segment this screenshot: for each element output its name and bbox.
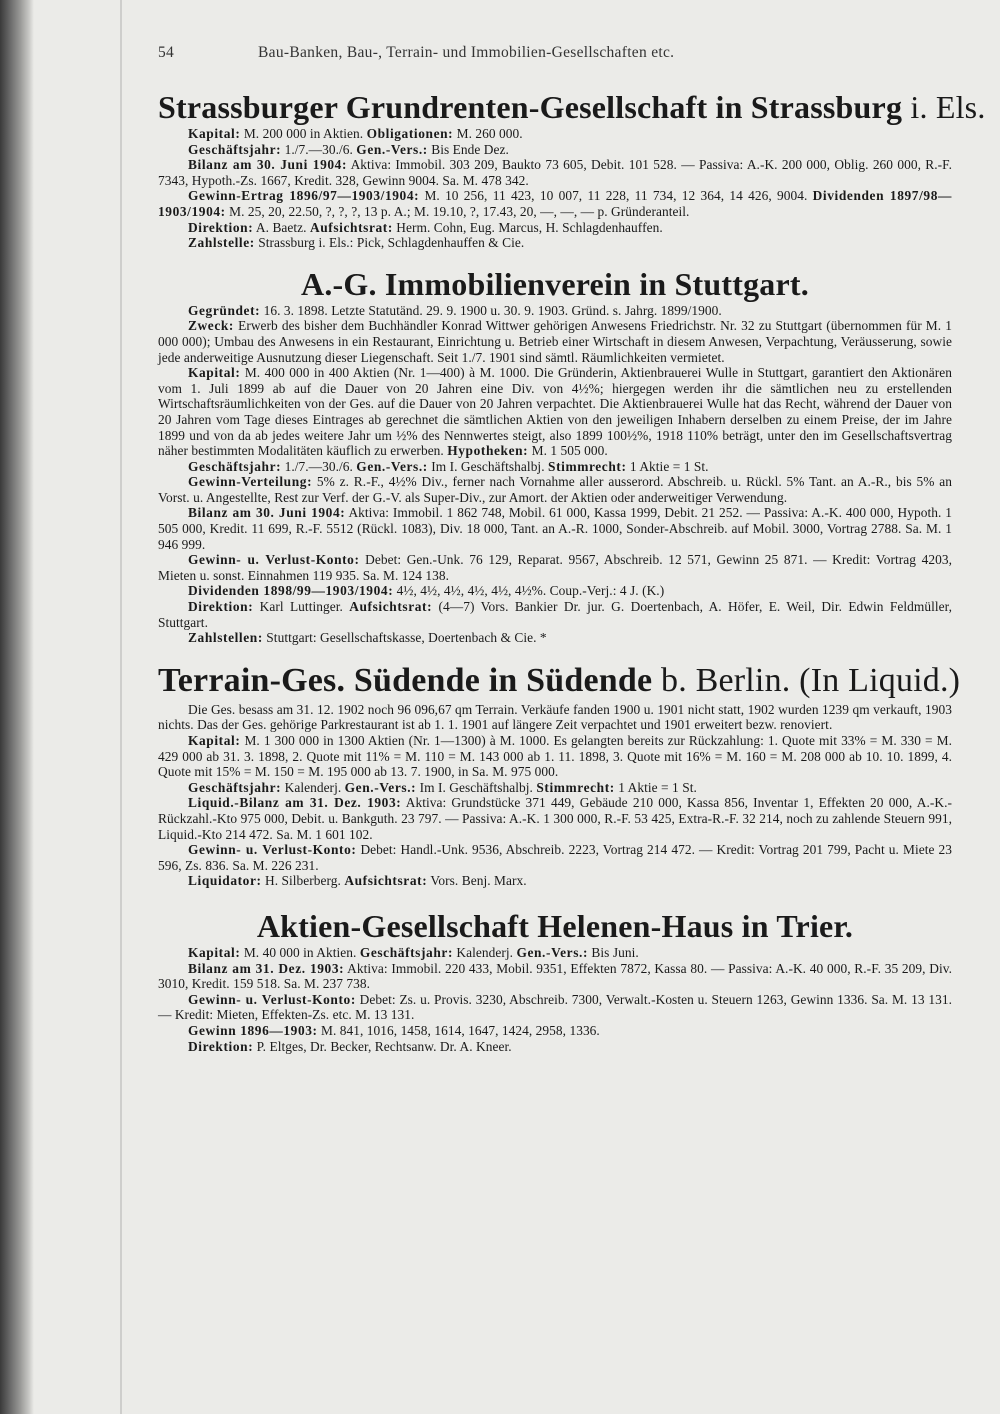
field-value: Aktiva: Immobil. 220 433, Mobil. 9351, Effekten 7872, Kassa 80. — Passiva: A.-K. 40 000, R.-F. 35 209, Div. 3010, Kredit. 159 518. Sa. M. 237 738.	[158, 960, 953, 992]
field-label: Geschäftsjahr:	[188, 458, 282, 474]
company-title-main: Aktien-Gesellschaft Helenen-Haus in Trier.	[256, 907, 854, 944]
entry-paragraph	[158, 1039, 952, 1055]
field-value: 16. 3. 1898. Letzte Statutänd. 29. 9. 1900 u. 30. 9. 1903. Gründ. s. Jahrg. 1899/1900.	[260, 302, 722, 318]
field-label: Aufsichtsrat:	[349, 599, 433, 615]
field-value: M. 200 000 in Aktien.	[240, 126, 367, 141]
field-label: Obligationen:	[366, 126, 454, 141]
company-title-main: A.-G. Immobilienverein in Stuttgart.	[301, 265, 809, 302]
field-label: Gewinn- u. Verlust-Konto:	[188, 842, 357, 858]
field-value: Aktiva: Immobil. 303 209, Baukto 73 605, Debit. 101 528. — Passiva: A.-K. 200 000, Oblig. 260 000, R.-F. 7343, Hypoth.-Zs. 1667, Kredit. 328, Gewinn 9004. Sa. M. 478 342.	[158, 157, 953, 188]
field-value: M. 260 000.	[453, 126, 523, 141]
field-label: Gen.-Vers.:	[356, 141, 428, 157]
entry-paragraph	[158, 583, 952, 599]
company-title	[158, 265, 952, 303]
entry-paragraph	[158, 599, 952, 630]
company-entry	[158, 660, 961, 889]
field-label: Geschäftsjahr:	[188, 779, 282, 795]
field-value: Debet: Handl.-Unk. 9536, Abschreib. 2223, Vortrag 214 472. — Kredit: Vortrag 201 799, Pacht u. Miete 23 596, Zs. 836. Sa. M. 226 231.	[158, 842, 952, 873]
field-value: 5% z. R.-F., 4½% Div., ferner nach Vornahme aller ausserord. Abschreib. u. Rückl. 5% Tant. an A.-R., bis 5% an Vorst. u. Angestellte, Rest zur Verf. der G.-V. als Super-Div., zur Amort. der Aktien oder anderweitiger Verwendung.	[158, 474, 952, 505]
entry-paragraph	[158, 459, 952, 475]
binding-edge-shadow	[0, 0, 34, 1414]
field-value: 4½, 4½, 4½, 4½, 4½, 4½%. Coup.-Verj.: 4 J. (K.)	[393, 583, 665, 599]
field-value: 1./7.—30./6.	[281, 458, 357, 474]
field-label: Kapital:	[188, 126, 241, 141]
entry-paragraph	[158, 142, 952, 158]
field-label: Kapital:	[188, 733, 241, 748]
field-value: Aktiva: Grundstücke 371 449, Gebäude 210 000, Kassa 856, Inventar 1, Effekten 20 000, A.-K.-Rückzahl.-Kto 975 000, Debit. u. Bankguth. 23 797. — Passiva: A.-K. 1 300 000, R.-F. 53 425, Extra-R.-F. 32 214, noch zu zahlende Steuern 991, Liquid.-Kto 214 472. Sa. M. 1 601 102.	[158, 795, 952, 842]
page-number: 54	[158, 44, 175, 61]
field-label: Zweck:	[188, 318, 234, 334]
entry-paragraph	[158, 552, 952, 583]
document-page	[158, 44, 986, 1054]
entry-paragraph	[158, 303, 952, 319]
field-label: Stimmrecht:	[548, 458, 627, 474]
field-label: Bilanz am 30. Juni 1904:	[188, 505, 346, 521]
field-value: Herm. Cohn, Eug. Marcus, H. Schlagdenhauffen.	[392, 219, 663, 235]
entry-paragraph	[158, 474, 952, 505]
field-value: Strassburg i. Els.: Pick, Schlagdenhauffen & Cie.	[254, 235, 525, 251]
field-value: 1./7.—30./6.	[281, 141, 357, 157]
field-value: Bis Juni.	[588, 944, 639, 960]
field-value: Die Ges. besass am 31. 12. 1902 noch 96 096,67 qm Terrain. Verkäufe fanden 1900 u. 1901 nicht statt, 1902 wurden 1239 qm verkauft, 1903 nichts. Das der Ges. gehörige Parkrestaurant ist ab 1. 1. 1901 auf längere Zeit verpachtet und 1901 erweitert bezw. renoviert.	[158, 701, 952, 733]
field-label: Liquidator:	[188, 873, 262, 889]
field-label: Gegründet:	[188, 302, 261, 318]
field-value: Debet: Zs. u. Provis. 3230, Abschreib. 7300, Verwalt.-Kosten u. Steuern 1263, Gewinn 1336. Sa. M. 13 131. — Kredit: Mieten, Effekten-Zs. etc. M. 13 131.	[158, 991, 952, 1023]
field-label: Gen.-Vers.:	[516, 944, 589, 960]
field-label: Direktion:	[188, 219, 254, 235]
entry-paragraph	[158, 318, 952, 365]
running-head-title: Bau-Banken, Bau-, Terrain- und Immobilien-Gesellschaften etc.	[258, 44, 675, 61]
field-value: 1 Aktie = 1 St.	[626, 458, 709, 474]
entry-paragraph	[158, 780, 952, 796]
field-value: M. 841, 1016, 1458, 1614, 1647, 1424, 2958, 1336.	[317, 1022, 600, 1038]
company-title-suffix: b. Berlin. (In Liquid.)	[652, 661, 961, 699]
company-title	[158, 660, 961, 702]
entry-paragraph	[158, 842, 952, 873]
entry-paragraph	[158, 873, 952, 889]
field-value: Stuttgart: Gesellschaftskasse, Doertenbach & Cie. *	[262, 630, 547, 646]
company-title	[158, 907, 952, 945]
field-value: M. 1 300 000 in 1300 Aktien (Nr. 1—1300) à M. 1000. Es gelangten bereits zur Rückzahlung: 1. Quote mit 33% = M. 330 = M. 429 000 ab 31. 3. 1898, 2. Quote mit 11% = M. 110 = M. 143 000 ab 1. 11. 1898, 3. Quote mit 16% = M. 160 = M. 208 000 ab 10. 10. 1899, 4. Quote mit 15% = M. 150 = M. 195 000 ab 13. 7. 1900, in Sa. M. 975 000.	[158, 733, 952, 780]
field-label: Zahlstelle:	[188, 235, 255, 251]
field-label: Bilanz am 30. Juni 1904:	[188, 157, 348, 173]
entry-paragraph	[158, 992, 952, 1023]
company-entry	[158, 907, 952, 1054]
field-value: 1 Aktie = 1 St.	[614, 779, 697, 795]
field-value: (4—7) Vors. Bankier Dr. jur. G. Doertenbach, A. Höfer, E. Weil, Dir. Edwin Feldmüller, Stuttgart.	[158, 599, 952, 630]
field-value: H. Silberberg.	[261, 873, 345, 889]
sections-container	[158, 88, 986, 1054]
field-label: Gewinn- u. Verlust-Konto:	[188, 991, 356, 1007]
field-label: Kapital:	[188, 944, 241, 960]
entry-paragraph	[158, 505, 952, 552]
field-value: Erwerb des bisher dem Buchhändler Konrad Wittwer gehörigen Anwesens Friedrichstr. Nr. 32 zu Stuttgart (übernommen für M. 1 000 000); Umbau des Anwesens in ein Restaurant, Einrichtung u. Betrieb einer Wirtschaft in diesem Anwesen, Verpachtung, Veräusserung, sowie jede anderweitige Ausnutzung dieser Liegenschaft. Seit 1./7. 1901 sind sämtl. Räumlichkeiten vermietet.	[158, 318, 952, 365]
section-gap	[158, 646, 952, 660]
field-label: Kapital:	[188, 365, 241, 381]
field-label: Zahlstellen:	[188, 630, 263, 646]
field-label: Aufsichtsrat:	[344, 873, 428, 889]
entry-paragraph	[158, 365, 952, 459]
field-label: Dividenden 1897/98—1903/1904:	[158, 188, 953, 219]
field-value: M. 40 000 in Aktien.	[240, 944, 360, 960]
page-fold-line	[120, 0, 122, 1414]
entry-paragraph	[158, 702, 952, 733]
field-label: Gewinn- u. Verlust-Konto:	[188, 552, 360, 568]
field-value: Bis Ende Dez.	[427, 141, 509, 157]
field-value: A. Baetz.	[253, 219, 310, 235]
entry-paragraph	[158, 961, 952, 992]
field-label: Gen.-Vers.:	[344, 779, 417, 795]
field-value: M. 10 256, 11 423, 10 007, 11 228, 11 734, 12 364, 14 426, 9004.	[419, 188, 813, 204]
field-label: Gewinn-Verteilung:	[188, 474, 313, 490]
entry-paragraph	[158, 157, 952, 188]
field-label: Gewinn 1896—1903:	[188, 1022, 318, 1038]
entry-paragraph	[158, 630, 952, 646]
field-label: Stimmrecht:	[536, 779, 615, 795]
field-label: Hypotheken:	[447, 443, 529, 459]
field-value: M. 400 000 in 400 Aktien (Nr. 1—400) à M. 1000. Die Gründerin, Aktienbrauerei Wulle in Stuttgart, garantiert den Aktionären vom 1. Juli 1899 ab auf die Dauer von 20 Jahren eine Div. von 4½%; hiergegen werden ihr die sämtlichen neu zu erstellenden Wirtschaftsräumlichkeiten von der Ges. auf die Dauer von 20 Jahren verpachtet. Die Aktienbrauerei Wulle hat das Recht, während der Dauer von 20 Jahren vom Tage dieses Eintrages ab gerechnet die sämtlichen Aktien von den jeweiligen Inhabern derselben zu einem Preise, der im Jahre 1899 und von da ab jedes weitere Jahr um ½% des Nennwertes steigt, also 1899 100½%, 1918 110% beträgt, unter den im Gesellschaftsvertrag näher bestimmten Modalitäten käuflich zu erwerben.	[158, 365, 952, 459]
field-label: Liquid.-Bilanz am 31. Dez. 1903:	[188, 795, 402, 811]
company-title	[158, 88, 986, 126]
field-label: Direktion:	[188, 1038, 254, 1054]
field-label: Gewinn-Ertrag 1896/97—1903/1904:	[188, 188, 420, 204]
field-value: M. 25, 20, 22.50, ?, ?, ?, 13 p. A.; M. 19.10, ?, 17.43, 20, —, —, — p. Gründeranteil.	[225, 203, 690, 219]
field-value: Kalenderj.	[453, 944, 517, 960]
company-entry	[158, 88, 986, 251]
section-gap	[158, 251, 952, 265]
field-label: Geschäftsjahr:	[359, 944, 454, 960]
field-label: Bilanz am 31. Dez. 1903:	[188, 960, 345, 976]
field-value: Im I. Geschäftshalbj.	[427, 458, 549, 474]
entry-paragraph	[158, 235, 952, 251]
field-value: Vors. Benj. Marx.	[427, 873, 527, 889]
entry-paragraph	[158, 733, 952, 780]
field-value: Karl Luttinger.	[253, 599, 350, 615]
entry-paragraph	[158, 220, 952, 236]
field-value: Debet: Gen.-Unk. 76 129, Reparat. 9567, Abschreib. 12 571, Gewinn 25 871. — Kredit: Vortrag 4203, Mieten u. sonst. Einnahmen 119 935. Sa. M. 124 138.	[158, 552, 952, 583]
section-gap	[158, 889, 952, 907]
company-title-suffix: i. Els.	[902, 89, 986, 125]
entry-paragraph	[158, 188, 952, 219]
field-value: Im I. Geschäftshalbj.	[416, 779, 537, 795]
field-label: Gen.-Vers.:	[356, 458, 428, 474]
field-label: Dividenden 1898/99—1903/1904:	[188, 583, 394, 599]
field-label: Aufsichtsrat:	[309, 219, 393, 235]
company-title-main: Strassburger Grundrenten-Gesellschaft in Strassburg	[158, 89, 903, 125]
company-entry	[158, 265, 952, 646]
running-head	[158, 44, 952, 62]
entry-paragraph	[158, 945, 952, 961]
field-label: Geschäftsjahr:	[188, 141, 282, 157]
field-label: Direktion:	[188, 599, 254, 615]
entry-paragraph	[158, 126, 952, 142]
field-value: Aktiva: Immobil. 1 862 748, Mobil. 61 000, Kassa 1999, Debit. 21 252. — Passiva: A.-K. 400 000, Hypoth. 1 505 000, Kredit. 11 699, R.-F. 5512 (Rückl. 1083), Div. 18 000, Tant. an A.-R. 1000, Sonder-Abschreib. auf Mobil. 3000, Vortrag 2788. Sa. M. 1 946 999.	[158, 505, 952, 552]
field-value: M. 1 505 000.	[528, 443, 608, 459]
entry-paragraph	[158, 1023, 952, 1039]
field-value: Kalenderj.	[281, 779, 345, 795]
company-title-main: Terrain-Ges. Südende in Südende	[158, 661, 653, 699]
entry-paragraph	[158, 795, 952, 842]
field-value: P. Eltges, Dr. Becker, Rechtsanw. Dr. A. Kneer.	[253, 1038, 512, 1054]
